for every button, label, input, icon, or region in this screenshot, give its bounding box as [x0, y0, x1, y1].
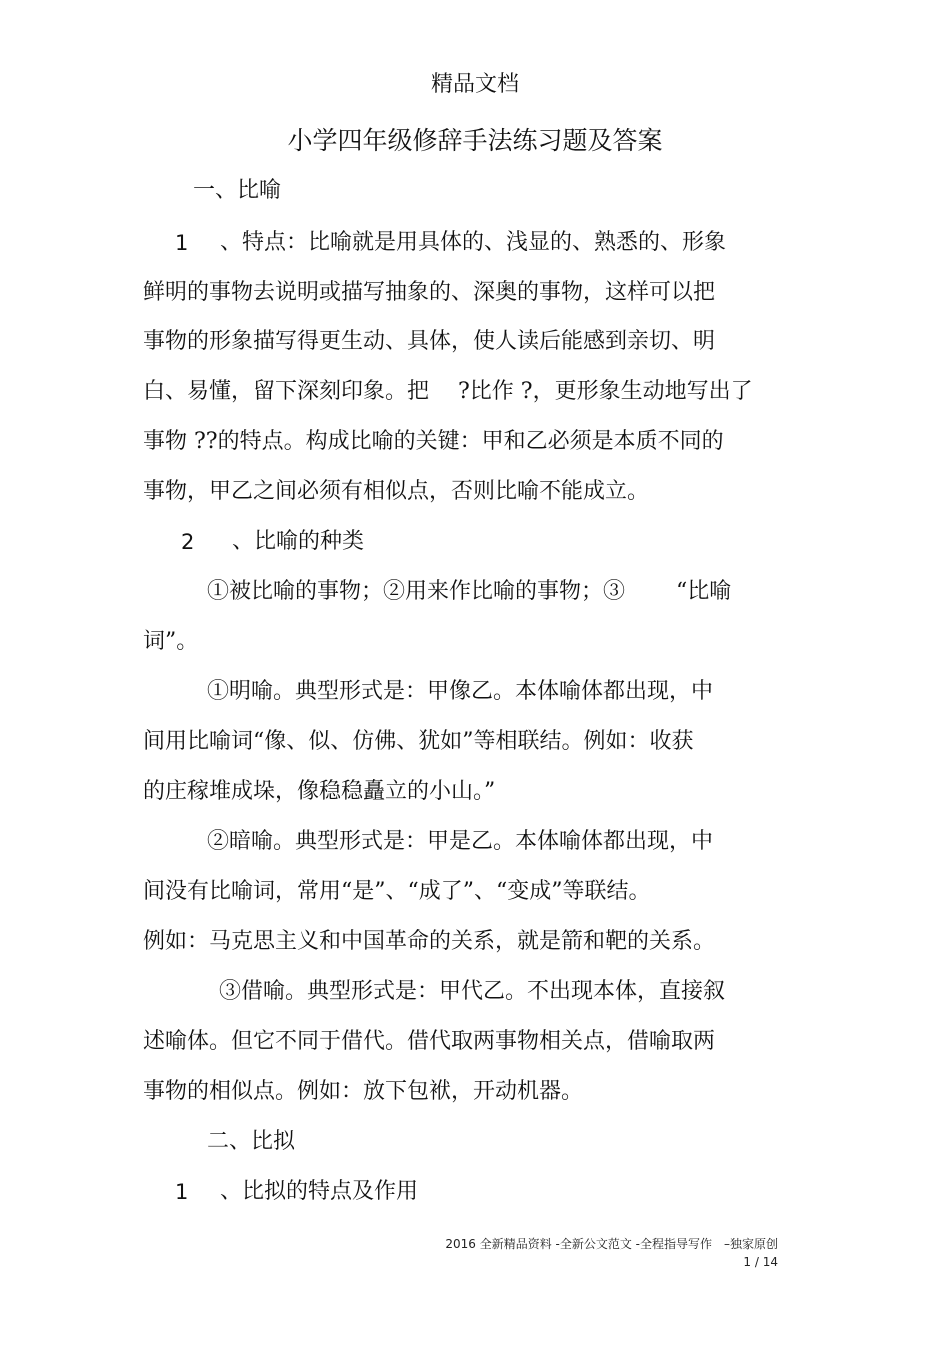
point-number: 1 — [175, 1180, 189, 1204]
paragraph-line: ①明喻。典型形式是：甲像乙。本体喻体都出现，中 — [207, 679, 714, 704]
section-heading-personification: 二、比拟 — [207, 1129, 296, 1154]
paragraph-line: 事物的相似点。例如：放下包袱，开动机器。 — [143, 1079, 584, 1104]
paragraph-line: ①被比喻的事物；②用来作比喻的事物；③ “比喻 — [207, 579, 732, 604]
paragraph-line: 间没有比喻词，常用“是”、“成了”、“变成”等联结。 — [143, 879, 651, 904]
paragraph-line: ②暗喻。典型形式是：甲是乙。本体喻体都出现，中 — [207, 829, 714, 854]
subheading: 、比喻的种类 — [232, 529, 365, 554]
header-watermark: 精品文档 — [430, 72, 519, 97]
paragraph-line: 事物 ??的特点。构成比喻的关键：甲和乙必须是本质不同的 — [143, 429, 724, 454]
paragraph-line: 述喻体。但它不同于借代。借代取两事物相关点，借喻取两 — [143, 1029, 716, 1054]
paragraph-line: 鲜明的事物去说明或描写抽象的、深奥的事物，这样可以把 — [143, 280, 716, 305]
section-heading-metaphor: 一、比喻 — [193, 178, 282, 203]
page-title: 小学四年级修辞手法练习题及答案 — [287, 126, 663, 155]
paragraph-line: 的庄稼堆成垛，像稳稳矗立的小山。” — [143, 779, 496, 804]
subheading: 、比拟的特点及作用 — [220, 1179, 419, 1204]
paragraph-line: ③借喻。典型形式是：甲代乙。不出现本体，直接叙 — [219, 979, 726, 1004]
point-number: 2 — [181, 530, 195, 554]
point-number: 1 — [175, 231, 189, 255]
paragraph-line: 、特点：比喻就是用具体的、浅显的、熟悉的、形象 — [220, 230, 727, 255]
paragraph-line: 事物的形象描写得更生动、具体，使人读后能感到亲切、明 — [143, 329, 716, 354]
footer-text: 2016 全新精品资料 -全新公文范文 -全程指导写作 –独家原创 — [445, 1237, 778, 1251]
paragraph-line: 词”。 — [143, 629, 199, 654]
paragraph-line: 事物，甲乙之间必须有相似点，否则比喻不能成立。 — [143, 479, 650, 504]
paragraph-line: 例如：马克思主义和中国革命的关系，就是箭和靶的关系。 — [143, 929, 716, 954]
paragraph-line: 间用比喻词“像、似、仿佛、犹如”等相联结。例如：收获 — [143, 729, 694, 754]
page-number: 1 / 14 — [743, 1255, 778, 1269]
paragraph-line: 白、易懂，留下深刻印象。把 ?比作 ?，更形象生动地写出了 — [143, 379, 753, 404]
